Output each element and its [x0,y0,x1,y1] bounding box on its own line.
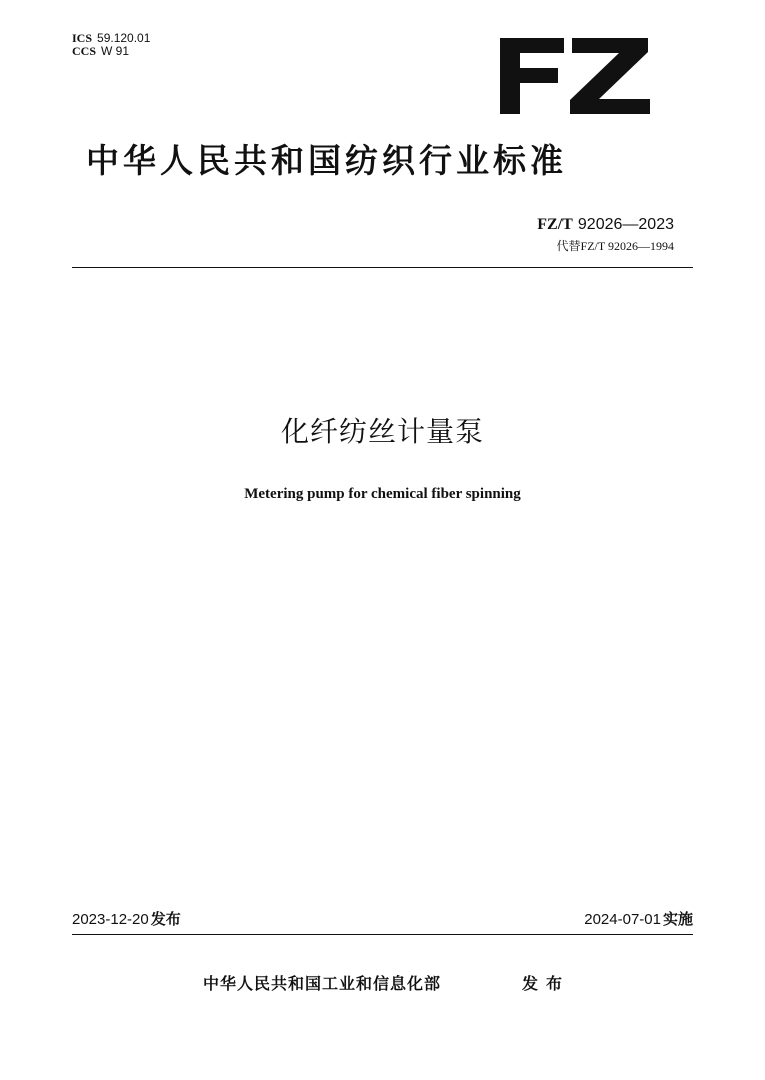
ics-classification [72,31,150,45]
footer-divider [72,934,693,935]
implementation-date-suffix: 实施 [662,910,693,928]
ics-value: 59.120.01 [97,31,151,45]
document-title-english: Metering pump for chemical fiber spinning [244,486,521,502]
issue-date-value: 2023-12-20 [72,911,149,928]
implementation-date-value: 2024-07-01 [584,911,661,928]
issuing-action: 发布 [522,974,571,993]
implementation-date [584,909,693,930]
replaces-standard: 代替FZ/T 92026—1994 [556,239,674,253]
standard-number-value: 92026—2023 [577,216,674,233]
standard-number-prefix: FZ/T [537,216,573,233]
ccs-classification [72,44,129,58]
ccs-label: CCS [72,44,97,58]
issuing-authority: 中华人民共和国工业和信息化部 [203,974,442,993]
header-divider [72,267,693,268]
document-title-chinese: 化纤纺丝计量泵 [280,415,484,448]
fz-logo [500,38,652,114]
ccs-value: W 91 [101,44,130,58]
issue-date [72,909,181,930]
standard-number [537,214,674,235]
standard-type-title: 中华人民共和国纺织行业标准 [86,141,567,180]
ics-label: ICS [72,31,93,45]
issue-date-suffix: 发布 [150,910,181,928]
